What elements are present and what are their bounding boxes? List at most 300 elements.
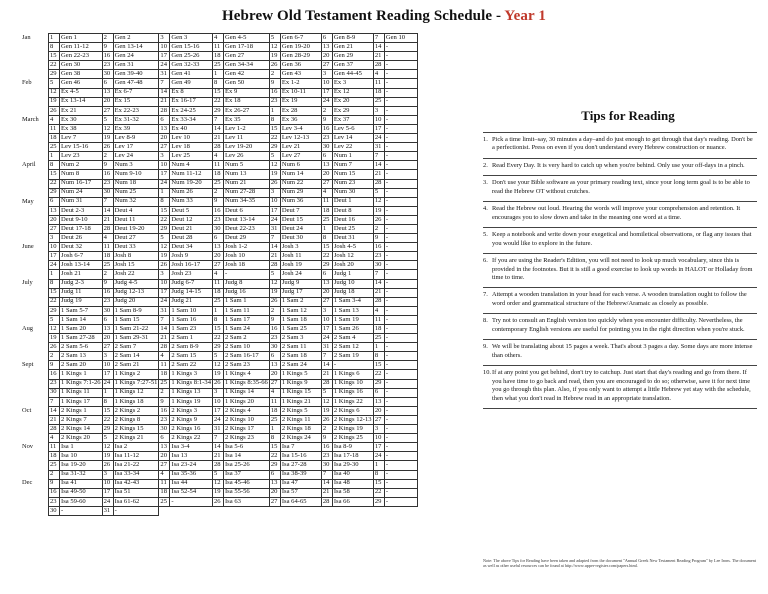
- reading-cell: 2 Kings 4: [223, 406, 269, 415]
- month-label: [22, 297, 49, 306]
- day-number: 26: [102, 143, 113, 152]
- day-number: 18: [159, 370, 170, 379]
- month-label: [22, 388, 49, 397]
- day-number: 11: [212, 279, 223, 288]
- tip-number: 8.: [483, 317, 488, 325]
- day-number: 23: [321, 134, 332, 143]
- schedule-row: [22, 61, 417, 70]
- reading-cell: Ex 4-5: [60, 88, 103, 97]
- reading-cell: 1 Kings 19: [170, 397, 213, 406]
- tip-text: If at any point you get behind, don't try to catchup. Just start that day's reading and go from there. If you have time to go back and read, then you are encouraged to do so; otherwise, save it for next time you go through this plan. Also, if you only want to attempt a little Hebrew yet stay with the schedule, then what you don't read in Hebrew read in an appropriate translation.: [492, 369, 751, 402]
- reading-cell: Judg 19: [60, 297, 103, 306]
- reading-cell: 1 Sam 10: [170, 306, 213, 315]
- reading-cell: 1 Sam 20: [60, 325, 103, 334]
- tip-item: [483, 253, 757, 287]
- day-number: 23: [373, 252, 384, 261]
- reading-cell: Isa 57: [280, 488, 321, 497]
- day-number: 17: [373, 443, 384, 452]
- day-number: 26: [269, 297, 280, 306]
- month-label: [22, 61, 49, 70]
- day-number: 20: [269, 370, 280, 379]
- day-number: 20: [373, 406, 384, 415]
- month-label: [22, 334, 49, 343]
- day-number: 26: [49, 343, 60, 352]
- day-number: 8: [373, 470, 384, 479]
- reading-cell: Ex 22-23: [113, 106, 159, 115]
- reading-cell: 1 Kings 16: [332, 388, 373, 397]
- reading-cell: Josh 11: [280, 252, 321, 261]
- reading-cell: 2 Sam 11: [280, 343, 321, 352]
- reading-cell: Gen 41: [170, 70, 213, 79]
- reading-cell: Lev 14: [332, 134, 373, 143]
- reading-cell: Gen 50: [223, 79, 269, 88]
- month-label: Jan: [22, 33, 31, 41]
- month-label: [22, 470, 49, 479]
- reading-cell: Num 21: [223, 179, 269, 188]
- reading-cell: Isa 15-16: [280, 452, 321, 461]
- day-number: 16: [102, 170, 113, 179]
- month-label: [22, 152, 49, 161]
- day-number: 23: [269, 334, 280, 343]
- reading-cell: Gen 38: [60, 70, 103, 79]
- day-number: 23: [321, 452, 332, 461]
- day-number: [373, 506, 384, 515]
- reading-cell: Lev 23: [60, 152, 103, 161]
- day-number: 1: [49, 152, 60, 161]
- day-number: 6: [212, 234, 223, 243]
- reading-cell: Num 7: [332, 161, 373, 170]
- day-number: 1: [373, 461, 384, 470]
- reading-cell: Num 34-35: [223, 197, 269, 206]
- tip-item: [483, 132, 757, 158]
- reading-cell: Judg 21: [170, 297, 213, 306]
- day-number: 14: [373, 161, 384, 170]
- reading-cell: Josh 9: [170, 252, 213, 261]
- reading-cell: -: [113, 506, 159, 515]
- day-number: 20: [159, 452, 170, 461]
- reading-cell: 2 Sam 5-6: [60, 343, 103, 352]
- month-label: [22, 488, 49, 497]
- day-number: 13: [102, 325, 113, 334]
- day-number: 25: [321, 215, 332, 224]
- schedule-row: [22, 461, 417, 470]
- day-number: 10: [373, 434, 384, 443]
- reading-cell: Gen 29: [332, 52, 373, 61]
- reading-cell: Ex 12: [332, 88, 373, 97]
- day-number: 4: [102, 234, 113, 243]
- reading-cell: Ex 6-7: [113, 88, 159, 97]
- reading-cell: 1 Kings 2: [113, 370, 159, 379]
- reading-cell: -: [384, 434, 417, 443]
- reading-cell: Isa 2: [113, 443, 159, 452]
- day-number: 25: [269, 415, 280, 424]
- reading-cell: 1 Kings 21: [280, 397, 321, 406]
- reading-cell: 2 Kings 16: [170, 425, 213, 434]
- reading-cell: -: [384, 234, 417, 243]
- reading-cell: Josh 6-7: [60, 252, 103, 261]
- day-number: 19: [212, 488, 223, 497]
- day-number: 31: [321, 343, 332, 352]
- reading-cell: 2 Sam 10: [223, 343, 269, 352]
- schedule-row: [22, 115, 417, 124]
- day-number: 14: [159, 325, 170, 334]
- reading-cell: -: [170, 497, 213, 506]
- day-number: 5: [102, 115, 113, 124]
- reading-cell: Num 22: [280, 179, 321, 188]
- day-number: 2: [321, 106, 332, 115]
- reading-cell: 1 Sam 8-9: [113, 306, 159, 315]
- day-number: 26: [269, 61, 280, 70]
- reading-cell: -: [384, 88, 417, 97]
- reading-cell: Deut 27: [113, 234, 159, 243]
- reading-cell: Deut 25: [332, 224, 373, 233]
- day-number: 4: [49, 434, 60, 443]
- tip-number: 4.: [483, 205, 488, 213]
- day-number: 17: [159, 170, 170, 179]
- reading-cell: 1 Kings 14: [223, 388, 269, 397]
- reading-cell: Lev 15-16: [60, 143, 103, 152]
- day-number: 2: [49, 352, 60, 361]
- reading-cell: Josh 10: [223, 252, 269, 261]
- schedule-row: [22, 124, 417, 133]
- reading-cell: 1 Sam 25: [280, 325, 321, 334]
- day-number: 7: [159, 315, 170, 324]
- day-number: 26: [321, 415, 332, 424]
- reading-cell: Josh 18: [223, 261, 269, 270]
- tips-note: Note: The above Tips for Reading have been taken and adapted from the document "Annual Greek New Testament Reading Program" by Lee Irons. The document as well as other useful resources can be found at http://www.upper-register.com/papers.html.: [483, 558, 757, 569]
- month-label: [22, 188, 49, 197]
- month-label: Dec: [22, 479, 33, 487]
- day-number: 29: [373, 379, 384, 388]
- day-number: 30: [373, 261, 384, 270]
- day-number: 14: [373, 43, 384, 52]
- reading-cell: Gen 37: [332, 61, 373, 70]
- reading-cell: Isa 64-65: [280, 497, 321, 506]
- reading-cell: 2 Kings 18: [280, 425, 321, 434]
- reading-cell: -: [384, 461, 417, 470]
- month-label: [22, 234, 49, 243]
- schedule-row: [22, 415, 417, 424]
- month-label: Oct: [22, 406, 32, 414]
- month-label: [22, 261, 49, 270]
- day-number: 6: [49, 197, 60, 206]
- schedule-row: [22, 152, 417, 161]
- schedule-row: [22, 170, 417, 179]
- month-label: [22, 106, 49, 115]
- schedule-row: [22, 443, 417, 452]
- reading-cell: Isa 27-28: [280, 461, 321, 470]
- day-number: 2: [269, 306, 280, 315]
- day-number: 25: [159, 497, 170, 506]
- day-number: 13: [269, 479, 280, 488]
- day-number: 5: [269, 270, 280, 279]
- month-label: [22, 143, 49, 152]
- reading-cell: -: [384, 252, 417, 261]
- reading-cell: -: [384, 134, 417, 143]
- schedule-row: [22, 452, 417, 461]
- reading-cell: Isa 47: [280, 479, 321, 488]
- tip-item: [483, 175, 757, 201]
- reading-cell: Ex 10-11: [280, 88, 321, 97]
- day-number: 12: [321, 397, 332, 406]
- reading-cell: Isa 52-54: [170, 488, 213, 497]
- month-label: [22, 270, 49, 279]
- reading-cell: Isa 42-43: [113, 479, 159, 488]
- tip-number: 1.: [483, 136, 488, 143]
- day-number: 14: [159, 88, 170, 97]
- day-number: 19: [49, 97, 60, 106]
- schedule-row: [22, 43, 417, 52]
- day-number: 28: [159, 343, 170, 352]
- month-label: [22, 306, 49, 315]
- day-number: 3: [102, 352, 113, 361]
- reading-cell: Ex 30: [60, 115, 103, 124]
- day-number: 23: [49, 379, 60, 388]
- reading-cell: [332, 506, 373, 515]
- reading-cell: 1 Sam 23: [170, 325, 213, 334]
- reading-cell: Deut 2-3: [60, 206, 103, 215]
- day-number: 8: [212, 315, 223, 324]
- day-number: 21: [102, 215, 113, 224]
- day-number: 22: [49, 179, 60, 188]
- day-number: 12: [49, 325, 60, 334]
- reading-cell: Gen 28-29: [280, 52, 321, 61]
- reading-cell: 1 Kings 10: [332, 379, 373, 388]
- schedule-row: [22, 134, 417, 143]
- day-number: 25: [373, 334, 384, 343]
- reading-cell: 2 Sam 24: [280, 361, 321, 370]
- day-number: 11: [373, 315, 384, 324]
- reading-cell: 2 Kings 1: [60, 406, 103, 415]
- title-year: Year 1: [504, 8, 546, 24]
- reading-cell: Ex 8: [170, 88, 213, 97]
- schedule-row: [22, 425, 417, 434]
- day-number: 21: [212, 452, 223, 461]
- reading-cell: -: [384, 488, 417, 497]
- day-number: 24: [212, 415, 223, 424]
- day-number: 8: [321, 234, 332, 243]
- day-number: 18: [159, 488, 170, 497]
- day-number: 18: [212, 170, 223, 179]
- day-number: 25: [212, 61, 223, 70]
- tip-number: 5.: [483, 231, 488, 239]
- day-number: 18: [373, 325, 384, 334]
- reading-cell: Isa 51: [113, 488, 159, 497]
- day-number: 5: [49, 315, 60, 324]
- reading-cell: Lev 3-4: [280, 124, 321, 133]
- reading-cell: 1 Sam 13: [332, 306, 373, 315]
- reading-cell: 2 Kings 19: [332, 425, 373, 434]
- reading-cell: Num 19-20: [170, 179, 213, 188]
- day-number: 18: [49, 134, 60, 143]
- day-number: 3: [212, 388, 223, 397]
- reading-cell: Ex 21: [60, 106, 103, 115]
- tip-number: 10.: [483, 369, 491, 377]
- day-number: 8: [49, 161, 60, 170]
- day-number: 16: [269, 325, 280, 334]
- tips-title: Tips for Reading: [581, 108, 675, 123]
- reading-cell: Deut 30: [280, 234, 321, 243]
- reading-cell: Ex 40: [170, 124, 213, 133]
- day-number: 14: [212, 443, 223, 452]
- reading-cell: -: [384, 243, 417, 252]
- day-number: 31: [269, 224, 280, 233]
- schedule-row: [22, 179, 417, 188]
- reading-cell: Isa 3-4: [170, 443, 213, 452]
- reading-cell: Isa 41: [60, 479, 103, 488]
- reading-cell: Isa 55-56: [223, 488, 269, 497]
- day-number: 30: [269, 343, 280, 352]
- reading-cell: Deut 31: [332, 234, 373, 243]
- day-number: 12: [373, 197, 384, 206]
- day-number: 27: [321, 61, 332, 70]
- day-number: 1: [49, 34, 60, 43]
- reading-cell: Ex 24-25: [170, 106, 213, 115]
- schedule-row: [22, 434, 417, 443]
- day-number: [269, 506, 280, 515]
- day-number: 23: [159, 415, 170, 424]
- day-number: 5: [321, 388, 332, 397]
- day-number: 7: [159, 79, 170, 88]
- tip-number: 6.: [483, 257, 488, 265]
- reading-cell: Isa 45-46: [223, 479, 269, 488]
- reading-cell: -: [384, 179, 417, 188]
- reading-cell: Deut 19-20: [113, 224, 159, 233]
- day-number: 2: [102, 152, 113, 161]
- day-number: 29: [49, 306, 60, 315]
- reading-cell: 1 Kings 11: [60, 388, 103, 397]
- day-number: 1: [102, 388, 113, 397]
- reading-cell: Isa 66: [332, 497, 373, 506]
- reading-cell: 1 Sam 2: [280, 297, 321, 306]
- day-number: 1: [159, 188, 170, 197]
- month-label: [22, 461, 49, 470]
- day-number: 14: [373, 279, 384, 288]
- day-number: 3: [373, 425, 384, 434]
- day-number: 15: [321, 243, 332, 252]
- day-number: 13: [212, 243, 223, 252]
- day-number: 16: [49, 370, 60, 379]
- day-number: 3: [159, 270, 170, 279]
- reading-cell: Num 13: [223, 170, 269, 179]
- day-number: 27: [321, 297, 332, 306]
- reading-cell: 2 Kings 9: [170, 415, 213, 424]
- reading-cell: 1 Sam 21-22: [113, 325, 159, 334]
- day-number: 9: [321, 115, 332, 124]
- day-number: 18: [49, 452, 60, 461]
- reading-cell: -: [384, 406, 417, 415]
- reading-cell: Isa 37: [223, 470, 269, 479]
- schedule-row: [22, 206, 417, 215]
- schedule-row: [22, 97, 417, 106]
- tip-text: Try not to consult an English version too quickly when you encounter difficulty. Nevertheless, the contemporary English versions are useful for pointing you in the right direction when you're stuck.: [492, 317, 745, 333]
- reading-cell: Deut 21: [170, 224, 213, 233]
- reading-cell: [384, 506, 417, 515]
- day-number: 17: [373, 124, 384, 133]
- reading-cell: -: [384, 52, 417, 61]
- day-number: 7: [321, 470, 332, 479]
- day-number: 10: [102, 479, 113, 488]
- schedule-row: [22, 88, 417, 97]
- day-number: 10: [321, 315, 332, 324]
- month-label: [22, 70, 49, 79]
- day-number: 16: [269, 88, 280, 97]
- day-number: 9: [269, 315, 280, 324]
- reading-cell: Judg 17: [280, 288, 321, 297]
- month-label: [22, 379, 49, 388]
- schedule-row: [22, 388, 417, 397]
- day-number: 24: [102, 497, 113, 506]
- day-number: 29: [373, 497, 384, 506]
- reading-cell: Deut 5: [170, 206, 213, 215]
- schedule-row: [22, 315, 417, 324]
- day-number: 25: [159, 379, 170, 388]
- day-number: 30: [159, 425, 170, 434]
- reading-cell: Isa 23-24: [170, 461, 213, 470]
- month-label: March: [22, 115, 39, 123]
- reading-cell: 1 Sam 11: [223, 306, 269, 315]
- day-number: 24: [321, 97, 332, 106]
- day-number: 2: [159, 388, 170, 397]
- day-number: 8: [49, 279, 60, 288]
- reading-cell: Lev 7: [60, 134, 103, 143]
- reading-cell: Num 15: [332, 170, 373, 179]
- reading-cell: 1 Sam 5-7: [60, 306, 103, 315]
- day-number: 25: [373, 97, 384, 106]
- reading-cell: -: [384, 315, 417, 324]
- reading-cell: Num 11-12: [170, 170, 213, 179]
- schedule-row: [22, 343, 417, 352]
- reading-cell: Num 2: [60, 161, 103, 170]
- day-number: 2: [49, 470, 60, 479]
- reading-cell: Gen 32-33: [170, 61, 213, 70]
- day-number: 12: [269, 161, 280, 170]
- day-number: 4: [269, 388, 280, 397]
- day-number: 30: [321, 461, 332, 470]
- day-number: 9: [159, 397, 170, 406]
- day-number: 13: [49, 206, 60, 215]
- day-number: 17: [102, 370, 113, 379]
- day-number: [212, 506, 223, 515]
- month-label: [22, 288, 49, 297]
- day-number: 13: [102, 88, 113, 97]
- month-label: [22, 88, 49, 97]
- reading-cell: Gen 49: [170, 79, 213, 88]
- tip-item: [483, 339, 757, 365]
- reading-cell: -: [384, 261, 417, 270]
- reading-cell: Deut 12: [170, 215, 213, 224]
- day-number: 12: [269, 279, 280, 288]
- reading-cell: 2 Sam 16-17: [223, 352, 269, 361]
- reading-cell: -: [332, 361, 373, 370]
- day-number: 21: [373, 52, 384, 61]
- day-number: 10: [102, 361, 113, 370]
- reading-cell: Ex 38: [60, 124, 103, 133]
- schedule-row: [22, 297, 417, 306]
- reading-cell: Isa 8-9: [332, 443, 373, 452]
- day-number: 31: [159, 306, 170, 315]
- reading-cell: 1 Sam 24: [223, 325, 269, 334]
- reading-cell: Josh 22: [113, 270, 159, 279]
- reading-cell: Num 4: [170, 161, 213, 170]
- reading-cell: Ex 26-27: [223, 106, 269, 115]
- day-number: 7: [212, 115, 223, 124]
- schedule-row: [22, 488, 417, 497]
- reading-cell: Num 26: [170, 188, 213, 197]
- day-number: 12: [102, 124, 113, 133]
- reading-cell: -: [384, 306, 417, 315]
- reading-cell: -: [384, 161, 417, 170]
